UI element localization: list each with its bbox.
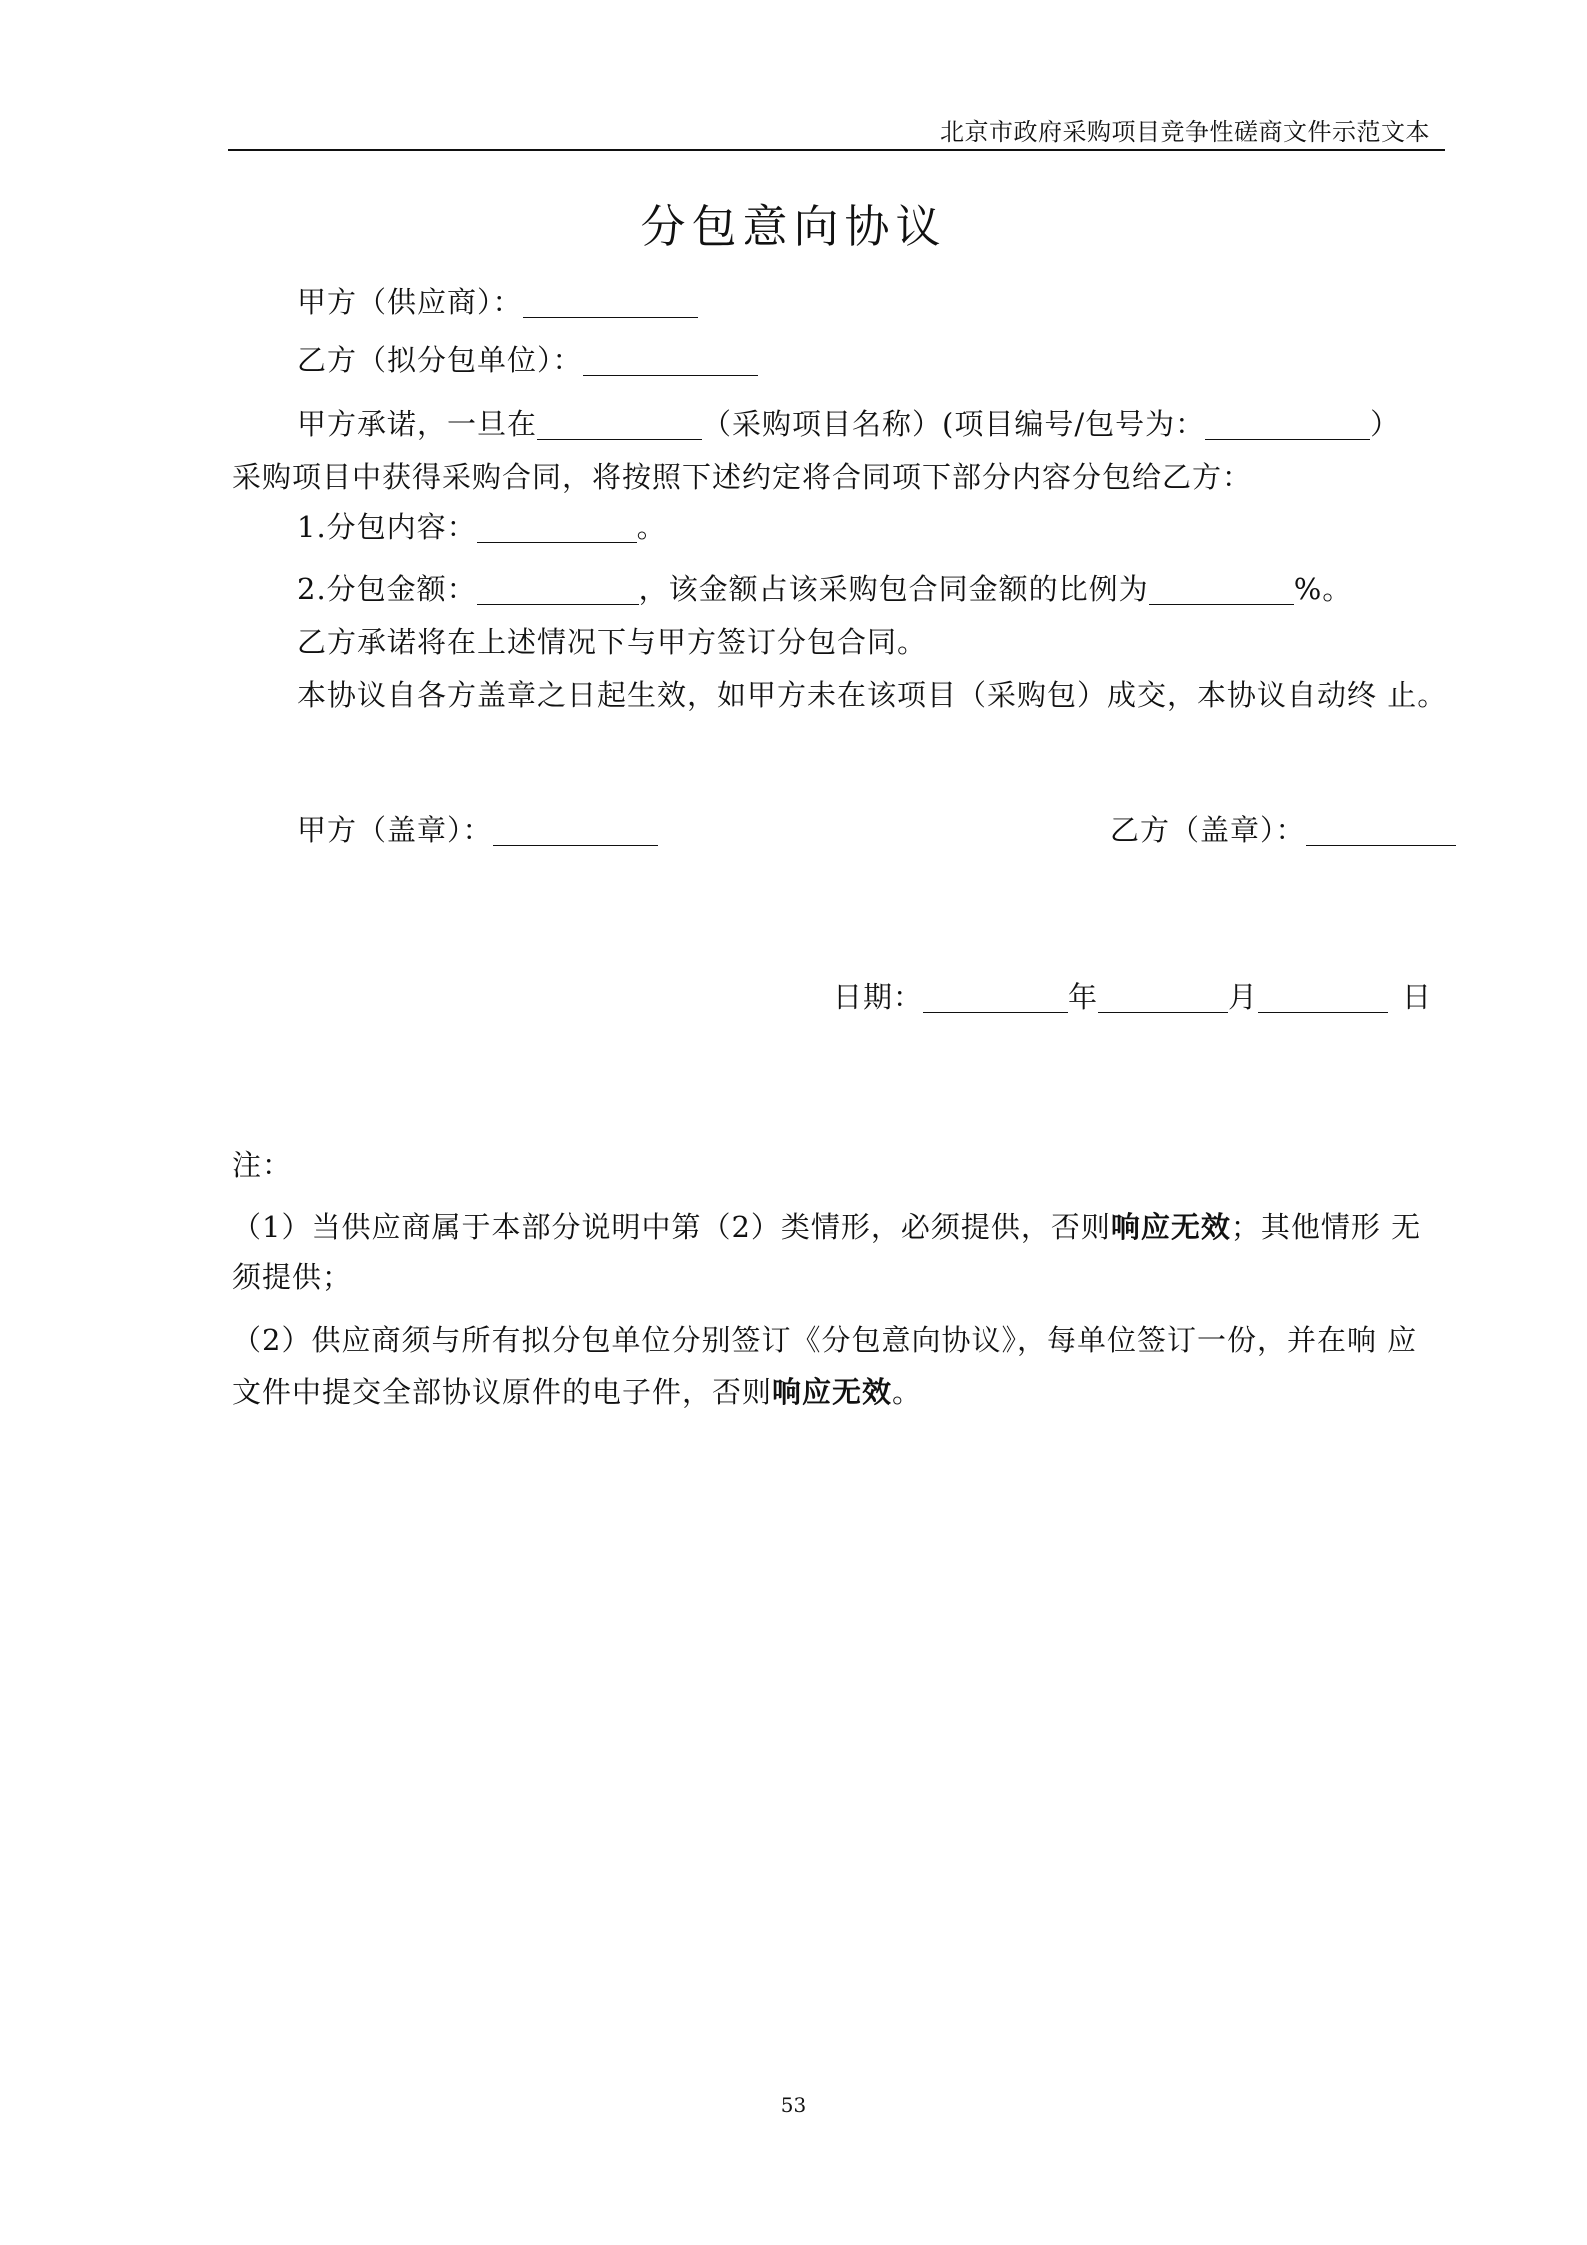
- promise-line-1: [297, 402, 1400, 443]
- party-b-label: 乙方（拟分包单位）：: [297, 343, 583, 377]
- party-b-seal-label: 乙方（盖章）：: [1110, 813, 1306, 847]
- running-header: 北京市政府采购项目竞争性磋商文件示范文本: [940, 118, 1430, 146]
- party-a-seal-label: 甲方（盖章）：: [297, 813, 493, 847]
- day-blank[interactable]: [1258, 982, 1388, 1013]
- party-b-blank[interactable]: [583, 345, 758, 376]
- note-2-text-a: 文件中提交全部协议原件的电子件，否则: [232, 1375, 773, 1409]
- page-number: 53: [780, 2093, 807, 2117]
- notes-heading: 注：: [232, 1148, 293, 1182]
- note-2-end: 。: [892, 1375, 923, 1409]
- note-2-line-1: （2）供应商须与所有拟分包单位分别签订《分包意向协议》，每单位签订一份，并在响 应: [232, 1323, 1418, 1357]
- day-label: 日: [1402, 980, 1433, 1014]
- commitment-line: 乙方承诺将在上述情况下与甲方签订分包合同。: [297, 625, 928, 659]
- project-number-blank[interactable]: [1205, 409, 1370, 440]
- header-rule: [228, 149, 1445, 151]
- document-title: 分包意向协议: [640, 200, 947, 253]
- note-1-line-1: [232, 1205, 1421, 1246]
- year-label: 年: [1068, 980, 1099, 1014]
- party-a-seal-line: [297, 808, 658, 849]
- item-2-end: %。: [1293, 572, 1353, 606]
- note-1-line-2: 须提供；: [232, 1260, 353, 1294]
- project-name-blank[interactable]: [537, 409, 702, 440]
- note-1-text-a: （1）当供应商属于本部分说明中第（2）类情形，必须提供，否则: [232, 1210, 1111, 1244]
- party-a-line: [297, 280, 698, 321]
- item-1-label: 1.分包内容：: [297, 510, 477, 544]
- date-line: [833, 975, 1432, 1016]
- party-b-seal-line: [1110, 808, 1456, 849]
- effect-line: 本协议自各方盖章之日起生效，如甲方未在该项目（采购包）成交，本协议自动终 止。: [297, 678, 1448, 712]
- promise-part3: ）: [1370, 407, 1401, 441]
- note-2-bold: 响应无效: [772, 1375, 893, 1409]
- item-2-line: [297, 567, 1352, 608]
- item-2-label: 2.分包金额：: [297, 572, 477, 606]
- party-a-blank[interactable]: [523, 287, 698, 318]
- party-b-line: [297, 338, 758, 379]
- item-1-end: 。: [636, 510, 667, 544]
- subcontract-content-blank[interactable]: [477, 512, 637, 543]
- date-label: 日期：: [833, 980, 924, 1014]
- month-label: 月: [1228, 980, 1259, 1014]
- year-blank[interactable]: [923, 982, 1068, 1013]
- party-b-seal-blank[interactable]: [1306, 815, 1456, 846]
- note-1-text-b: ；其他情形 无: [1230, 1210, 1422, 1244]
- item-1-line: [297, 505, 667, 546]
- party-a-label: 甲方（供应商）：: [297, 285, 523, 319]
- ratio-blank[interactable]: [1149, 574, 1294, 605]
- subcontract-amount-blank[interactable]: [477, 574, 639, 605]
- promise-part2: （采购项目名称）(项目编号/包号为：: [702, 407, 1206, 441]
- note-2-line-2: [232, 1370, 922, 1411]
- item-2-mid: ，该金额占该采购包合同金额的比例为: [638, 572, 1149, 606]
- promise-line-2: 采购项目中获得采购合同，将按照下述约定将合同项下部分内容分包给乙方：: [232, 460, 1253, 494]
- month-blank[interactable]: [1098, 982, 1228, 1013]
- promise-part1: 甲方承诺，一旦在: [297, 407, 538, 441]
- party-a-seal-blank[interactable]: [493, 815, 658, 846]
- note-1-bold: 响应无效: [1110, 1210, 1231, 1244]
